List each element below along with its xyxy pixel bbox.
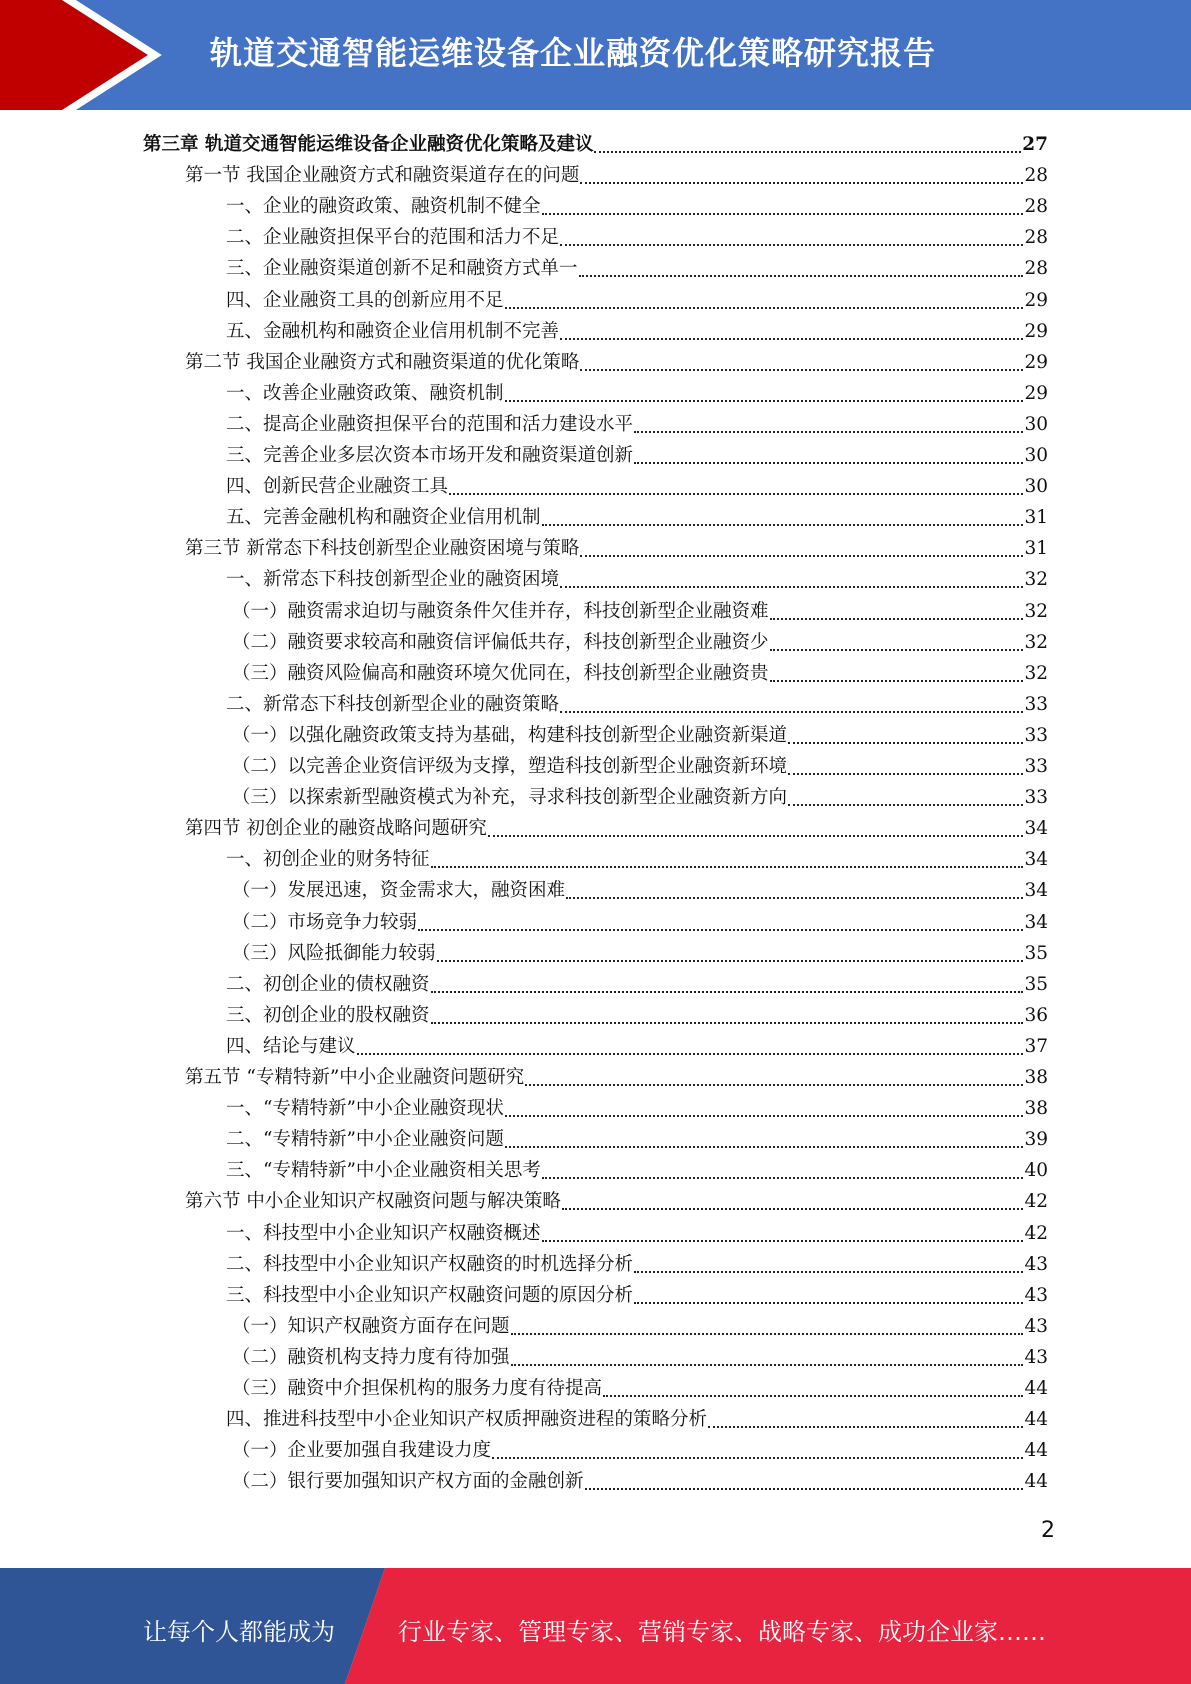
toc-entry[interactable] xyxy=(232,938,1048,969)
toc-dot-leader xyxy=(525,1084,1023,1086)
toc-entry-page: 34 xyxy=(1024,849,1048,870)
toc-entry[interactable] xyxy=(232,658,1048,689)
toc-entry-page: 36 xyxy=(1024,1005,1048,1026)
toc-entry-title: 第三章 轨道交通智能运维设备企业融资优化策略及建议 xyxy=(143,134,594,155)
toc-entry-page: 44 xyxy=(1024,1409,1048,1430)
toc-entry-title: （一）企业要加强自我建设力度 xyxy=(232,1440,492,1461)
toc-entry[interactable] xyxy=(226,1155,1048,1186)
toc-entry-page: 31 xyxy=(1024,507,1048,528)
toc-entry[interactable] xyxy=(226,253,1048,284)
toc-entry[interactable] xyxy=(232,907,1048,938)
toc-entry-title: 一、企业的融资政策、融资机制不健全 xyxy=(226,196,541,217)
toc-entry[interactable] xyxy=(226,222,1048,253)
toc-entry[interactable] xyxy=(226,316,1048,347)
toc-entry-title: （一）以强化融资政策支持为基础，构建科技创新型企业融资新渠道 xyxy=(232,725,788,746)
toc-entry-title: （三）融资中介担保机构的服务力度有待提高 xyxy=(232,1378,603,1399)
toc-entry-title: 第一节 我国企业融资方式和融资渠道存在的问题 xyxy=(185,165,580,186)
toc-dot-leader xyxy=(603,1395,1023,1397)
toc-entry-title: 一、新常态下科技创新型企业的融资困境 xyxy=(226,569,560,590)
toc-entry-title: 三、科技型中小企业知识产权融资问题的原因分析 xyxy=(226,1285,634,1306)
toc-dot-leader xyxy=(770,618,1024,620)
toc-entry-title: 第六节 中小企业知识产权融资问题与解决策略 xyxy=(185,1191,561,1212)
toc-entry-page: 28 xyxy=(1024,258,1048,279)
toc-dot-leader xyxy=(542,1177,1024,1179)
toc-entry[interactable] xyxy=(226,969,1048,1000)
page-number: 2 xyxy=(1041,1518,1055,1543)
toc-dot-leader xyxy=(562,1208,1024,1210)
toc-entry-page: 42 xyxy=(1024,1191,1048,1212)
toc-entry[interactable] xyxy=(226,1093,1048,1124)
toc-entry-title: 四、企业融资工具的创新应用不足 xyxy=(226,290,504,311)
toc-entry-page: 34 xyxy=(1024,818,1048,839)
toc-dot-leader xyxy=(634,1302,1023,1304)
toc-entry[interactable] xyxy=(232,751,1048,782)
toc-entry-title: 一、改善企业融资政策、融资机制 xyxy=(226,383,504,404)
toc-entry-page: 32 xyxy=(1024,569,1048,590)
toc-entry-page: 43 xyxy=(1024,1285,1048,1306)
toc-entry-title: （二）银行要加强知识产权方面的金融创新 xyxy=(232,1471,584,1492)
toc-entry[interactable] xyxy=(226,1280,1048,1311)
toc-entry-title: （一）发展迅速，资金需求大，融资困难 xyxy=(232,880,566,901)
toc-entry[interactable] xyxy=(232,720,1048,751)
toc-entry-title: 三、完善企业多层次资本市场开发和融资渠道创新 xyxy=(226,445,634,466)
toc-dot-leader xyxy=(788,804,1023,806)
toc-entry-title: 第三节 新常态下科技创新型企业融资困境与策略 xyxy=(185,538,580,559)
toc-entry-page: 28 xyxy=(1024,165,1048,186)
toc-dot-leader xyxy=(542,1240,1024,1242)
toc-entry-page: 40 xyxy=(1024,1160,1048,1181)
toc-entry-page: 34 xyxy=(1024,912,1048,933)
page-header xyxy=(0,0,1191,110)
toc-entry[interactable] xyxy=(226,689,1048,720)
toc-entry-page: 33 xyxy=(1024,725,1048,746)
toc-entry-title: 三、企业融资渠道创新不足和融资方式单一 xyxy=(226,258,578,279)
toc-dot-leader xyxy=(505,307,1024,309)
toc-entry-page: 42 xyxy=(1024,1223,1048,1244)
toc-entry-page: 43 xyxy=(1024,1347,1048,1368)
toc-entry-page: 33 xyxy=(1024,756,1048,777)
toc-entry-title: （一）融资需求迫切与融资条件欠佳并存，科技创新型企业融资难 xyxy=(232,601,769,622)
toc-entry-title: 第四节 初创企业的融资战略问题研究 xyxy=(185,818,487,839)
page-footer xyxy=(0,1568,1191,1684)
toc-entry[interactable] xyxy=(226,409,1048,440)
toc-dot-leader xyxy=(449,493,1023,495)
toc-entry-title: 五、完善金融机构和融资企业信用机制 xyxy=(226,507,541,528)
toc-entry-page: 44 xyxy=(1024,1378,1048,1399)
toc-entry[interactable] xyxy=(226,564,1048,595)
toc-entry[interactable] xyxy=(226,285,1048,316)
toc-entry-page: 33 xyxy=(1024,694,1048,715)
toc-entry-title: 四、结论与建议 xyxy=(226,1036,356,1057)
toc-dot-leader xyxy=(560,244,1023,246)
toc-entry-title: 一、科技型中小企业知识产权融资概述 xyxy=(226,1223,541,1244)
toc-dot-leader xyxy=(511,1364,1024,1366)
toc-entry[interactable] xyxy=(185,160,1048,191)
toc-entry-page: 33 xyxy=(1024,787,1048,808)
toc-entry[interactable] xyxy=(226,502,1048,533)
toc-entry-page: 32 xyxy=(1024,601,1048,622)
toc-dot-leader xyxy=(770,680,1024,682)
toc-entry-title: 二、新常态下科技创新型企业的融资策略 xyxy=(226,694,560,715)
toc-entry-title: 二、初创企业的债权融资 xyxy=(226,974,430,995)
toc-entry[interactable] xyxy=(226,378,1048,409)
toc-entry-title: 二、科技型中小企业知识产权融资的时机选择分析 xyxy=(226,1254,634,1275)
toc-dot-leader xyxy=(431,991,1024,993)
toc-entry-page: 30 xyxy=(1024,445,1048,466)
toc-entry-title: （二）以完善企业资信评级为支撑，塑造科技创新型企业融资新环境 xyxy=(232,756,788,777)
toc-entry[interactable] xyxy=(226,1249,1048,1280)
toc-entry-page: 29 xyxy=(1024,290,1048,311)
toc-dot-leader xyxy=(488,835,1024,837)
footer-slogan-right: 行业专家、管理专家、营销专家、战略专家、成功企业家…… xyxy=(398,1618,1046,1646)
toc-dot-leader xyxy=(579,275,1024,277)
toc-entry[interactable] xyxy=(143,129,1048,160)
toc-entry-page: 29 xyxy=(1024,383,1048,404)
toc-dot-leader xyxy=(566,897,1023,899)
toc-entry[interactable] xyxy=(185,1062,1048,1093)
toc-entry-title: 五、金融机构和融资企业信用机制不完善 xyxy=(226,321,560,342)
toc-entry[interactable] xyxy=(226,1218,1048,1249)
toc-dot-leader xyxy=(580,555,1023,557)
toc-dot-leader xyxy=(594,151,1021,153)
toc-entry-page: 32 xyxy=(1024,632,1048,653)
toc-dot-leader xyxy=(542,213,1024,215)
toc-entry-title: （三）风险抵御能力较弱 xyxy=(232,943,436,964)
toc-dot-leader xyxy=(437,960,1024,962)
toc-dot-leader xyxy=(560,586,1023,588)
footer-slogan-left: 让每个人都能成为 xyxy=(143,1618,335,1646)
toc-entry[interactable] xyxy=(232,1466,1048,1497)
toc-dot-leader xyxy=(505,400,1024,402)
toc-entry[interactable] xyxy=(232,596,1048,627)
toc-dot-leader xyxy=(560,338,1023,340)
toc-entry-page: 27 xyxy=(1022,134,1048,155)
toc-entry-page: 43 xyxy=(1024,1316,1048,1337)
toc-dot-leader xyxy=(634,1271,1023,1273)
toc-dot-leader xyxy=(580,182,1023,184)
toc-entry-title: 四、创新民营企业融资工具 xyxy=(226,476,449,497)
toc-dot-leader xyxy=(580,369,1023,371)
toc-entry-page: 31 xyxy=(1024,538,1048,559)
toc-entry-title: 一、初创企业的财务特征 xyxy=(226,849,430,870)
toc-entry-title: （二）融资机构支持力度有待加强 xyxy=(232,1347,510,1368)
toc-entry-title: （三）以探索新型融资模式为补充，寻求科技创新型企业融资新方向 xyxy=(232,787,788,808)
toc-dot-leader xyxy=(431,866,1024,868)
toc-dot-leader xyxy=(634,431,1023,433)
toc-dot-leader xyxy=(505,1115,1024,1117)
toc-dot-leader xyxy=(788,742,1023,744)
toc-dot-leader xyxy=(560,711,1023,713)
toc-dot-leader xyxy=(788,773,1023,775)
toc-dot-leader xyxy=(418,929,1023,931)
toc-entry-page: 34 xyxy=(1024,880,1048,901)
toc-entry[interactable] xyxy=(226,471,1048,502)
toc-entry-page: 43 xyxy=(1024,1254,1048,1275)
toc-entry[interactable] xyxy=(226,440,1048,471)
toc-dot-leader xyxy=(585,1488,1024,1490)
toc-entry-page: 35 xyxy=(1024,943,1048,964)
toc-dot-leader xyxy=(505,1146,1024,1148)
toc-entry[interactable] xyxy=(185,347,1048,378)
toc-entry-page: 37 xyxy=(1024,1036,1048,1057)
toc-entry-title: （二）市场竞争力较弱 xyxy=(232,912,418,933)
toc-entry[interactable] xyxy=(232,1373,1048,1404)
toc-entry-title: 第二节 我国企业融资方式和融资渠道的优化策略 xyxy=(185,352,580,373)
toc-dot-leader xyxy=(431,1022,1024,1024)
toc-entry[interactable] xyxy=(232,1342,1048,1373)
toc-entry-page: 44 xyxy=(1024,1471,1048,1492)
toc-entry[interactable] xyxy=(226,191,1048,222)
toc-entry-page: 39 xyxy=(1024,1129,1048,1150)
toc-dot-leader xyxy=(492,1457,1023,1459)
toc-entry[interactable] xyxy=(226,1404,1048,1435)
toc-entry[interactable] xyxy=(226,1000,1048,1031)
toc-entry-title: 二、提高企业融资担保平台的范围和活力建设水平 xyxy=(226,414,634,435)
toc-dot-leader xyxy=(511,1333,1024,1335)
toc-entry[interactable] xyxy=(232,627,1048,658)
toc-entry[interactable] xyxy=(232,782,1048,813)
toc-entry[interactable] xyxy=(185,813,1048,844)
toc-entry-title: （一）知识产权融资方面存在问题 xyxy=(232,1316,510,1337)
toc-entry-title: 一、“专精特新”中小企业融资现状 xyxy=(226,1098,504,1119)
toc-entry-title: 二、企业融资担保平台的范围和活力不足 xyxy=(226,227,560,248)
toc-entry[interactable] xyxy=(232,1435,1048,1466)
toc-entry-title: （二）融资要求较高和融资信评偏低共存，科技创新型企业融资少 xyxy=(232,632,769,653)
toc-entry-page: 29 xyxy=(1024,352,1048,373)
toc-dot-leader xyxy=(634,462,1023,464)
toc-entry-page: 30 xyxy=(1024,476,1048,497)
toc-entry-title: 二、“专精特新”中小企业融资问题 xyxy=(226,1129,504,1150)
toc-entry[interactable] xyxy=(226,1124,1048,1155)
toc-dot-leader xyxy=(770,649,1024,651)
toc-entry[interactable] xyxy=(185,533,1048,564)
toc-entry-page: 32 xyxy=(1024,663,1048,684)
toc-entry-page: 38 xyxy=(1024,1067,1048,1088)
toc-entry[interactable] xyxy=(232,875,1048,906)
toc-entry-page: 30 xyxy=(1024,414,1048,435)
toc-dot-leader xyxy=(542,524,1024,526)
toc-entry[interactable] xyxy=(185,1186,1048,1217)
toc-entry-title: （三）融资风险偏高和融资环境欠优同在，科技创新型企业融资贵 xyxy=(232,663,769,684)
report-title: 轨道交通智能运维设备企业融资优化策略研究报告 xyxy=(210,34,937,72)
toc-entry-page: 28 xyxy=(1024,196,1048,217)
toc-entry-page: 35 xyxy=(1024,974,1048,995)
toc-entry-title: 四、推进科技型中小企业知识产权质押融资进程的策略分析 xyxy=(226,1409,708,1430)
toc-entry-page: 44 xyxy=(1024,1440,1048,1461)
toc-entry-title: 第五节 “专精特新”中小企业融资问题研究 xyxy=(185,1067,525,1088)
toc-entry[interactable] xyxy=(226,1031,1048,1062)
toc-entry-title: 三、“专精特新”中小企业融资相关思考 xyxy=(226,1160,541,1181)
toc-entry-page: 38 xyxy=(1024,1098,1048,1119)
toc-entry-page: 28 xyxy=(1024,227,1048,248)
toc-entry-title: 三、初创企业的股权融资 xyxy=(226,1005,430,1026)
toc-entry[interactable] xyxy=(226,844,1048,875)
toc-dot-leader xyxy=(357,1053,1024,1055)
toc-entry[interactable] xyxy=(232,1311,1048,1342)
toc-entry-page: 29 xyxy=(1024,321,1048,342)
toc-dot-leader xyxy=(708,1426,1023,1428)
